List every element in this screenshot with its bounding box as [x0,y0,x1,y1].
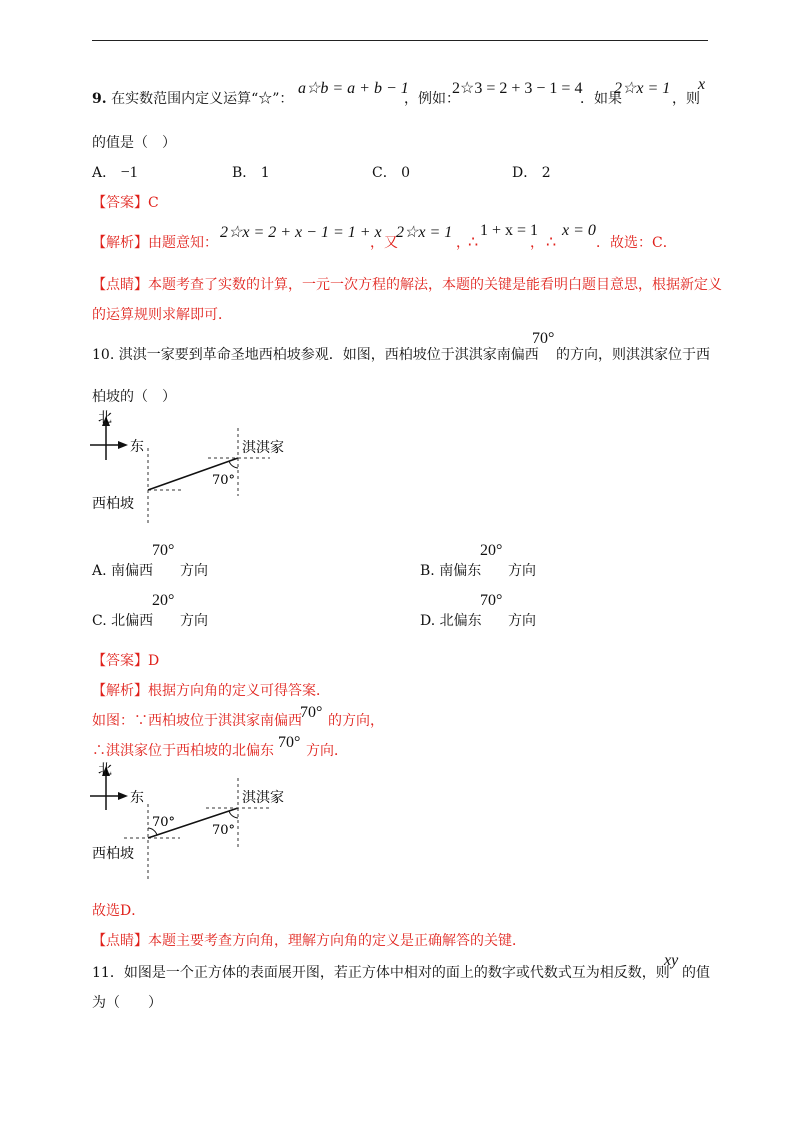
q9-stem [92,88,293,108]
q11-variable: xy [664,952,679,969]
q10-comment: 【点睛】本题主要考查方向角，理解方向角的定义是正确解答的关键． [92,933,526,949]
q11-stem-tail: 的值 [682,965,710,981]
q10-solution-line1-deg: 70° [300,704,323,721]
q9-comment-line1: 【点睛】本题考查了实数的计算，一元一次方程的解法，本题的关键是能看明白题目意思，根据新定义 [92,277,722,293]
q10-solution-line1-tail: 的方向， [328,713,384,729]
q9-option-b[interactable]: B． 1 [232,165,270,181]
q11-stem-line2: 为（ ） [92,995,162,1011]
q10-option-a-tail: 方向 [180,563,208,579]
east-label: 东 [130,439,144,455]
header-rule [92,40,708,41]
q9-comment-line2: 的运算规则求解即可． [92,307,232,323]
q10-stem-angle: 70° [532,330,555,347]
q9-therefore2: ∴ [546,232,557,251]
q10-option-c-deg: 20° [152,592,175,609]
q9-eq4: x = 0 [562,222,596,239]
q9-eq1: 2☆x = 2 + x − 1 = 1 + x [220,224,382,241]
q9-analysis-label: 【解析】由题意知： [92,235,218,251]
q9-option-a[interactable]: A． −1 [92,164,138,181]
q9-you: ，又 [370,235,398,251]
q9-stem-then: ，则 [672,91,700,107]
east-arrow-icon [118,441,128,449]
q9-end: ．故选：C． [596,235,677,251]
home-label: 淇淇家 [242,790,284,806]
east-label: 东 [130,790,144,806]
q10-option-b-tail: 方向 [508,563,536,579]
q10-option-d[interactable]: D. 北偏东 [420,613,482,629]
q10-solution-line2: ∴淇淇家位于西柏坡的北偏东 [92,743,274,759]
q9-stem-line2: 的值是（ ） [92,135,176,151]
q10-stem: 10. 淇淇一家要到革命圣地西柏坡参观．如图，西柏坡位于淇淇家南偏西 [92,347,539,363]
q10-option-c-tail: 方向 [180,613,208,629]
q9-variable: x [698,76,706,93]
q10-option-b-deg: 20° [480,542,503,559]
q9-comma: ， [456,235,470,251]
north-label: 北 [98,762,112,778]
direction-diagram [88,408,318,528]
question-number: 9. [92,91,107,107]
q10-stem-line2: 柏坡的（ ） [92,389,176,405]
q10-option-a[interactable]: A. 南偏西 [92,563,154,579]
xbp-label: 西柏坡 [92,846,134,862]
q10-answer: 【答案】D [92,653,160,669]
angle-label-1: 70° [152,815,176,830]
q10-analysis: 【解析】根据方向角的定义可得答案． [92,683,330,699]
q10-solution-line1: 如图：∵西柏坡位于淇淇家南偏西 [92,713,302,729]
q9-comma2: ， [530,235,544,251]
q9-stem-text: 在实数范围内定义运算“☆”： [111,91,294,107]
north-label: 北 [98,410,112,426]
q10-option-a-deg: 70° [152,542,175,559]
q9-example: 2☆3 = 2 + 3 − 1 = 4 [452,80,583,97]
q10-stem-tail: 的方向，则淇淇家位于西 [556,347,710,363]
xbp-label: 西柏坡 [92,496,134,512]
q9-answer: 【答案】C [92,195,159,211]
q9-eq2: 2☆x = 1 [396,224,453,241]
q10-option-c[interactable]: C. 北偏西 [92,613,154,629]
q9-option-d[interactable]: D． 2 [512,165,551,181]
q9-option-c[interactable]: C． 0 [372,165,411,181]
q9-definition: a☆b = a + b − 1 [298,80,409,97]
q9-condition: 2☆x = 1 [614,80,671,97]
home-label: 淇淇家 [242,440,284,456]
q9-therefore1: ∴ [468,232,479,251]
q10-solution-line2-tail: 方向． [306,743,348,759]
angle-label-2: 70° [212,823,236,838]
q9-eq3: 1 + x = 1 [480,222,539,239]
q10-solution-line2-deg: 70° [278,734,301,751]
q10-option-b[interactable]: B. 南偏东 [420,563,482,579]
q9-stem-example-label: ，例如： [404,91,460,107]
q10-option-d-tail: 方向 [508,613,536,629]
q11-stem: 11．如图是一个正方体的表面展开图，若正方体中相对的面上的数字或代数式互为相反数，则 [92,965,670,981]
q10-option-d-deg: 70° [480,592,503,609]
solution-diagram [88,760,328,884]
q10-choose: 故选D． [92,903,146,919]
angle-label: 70° [212,473,236,488]
east-arrow-icon [118,792,128,800]
q9-stem-if: ．如果 [580,91,622,107]
